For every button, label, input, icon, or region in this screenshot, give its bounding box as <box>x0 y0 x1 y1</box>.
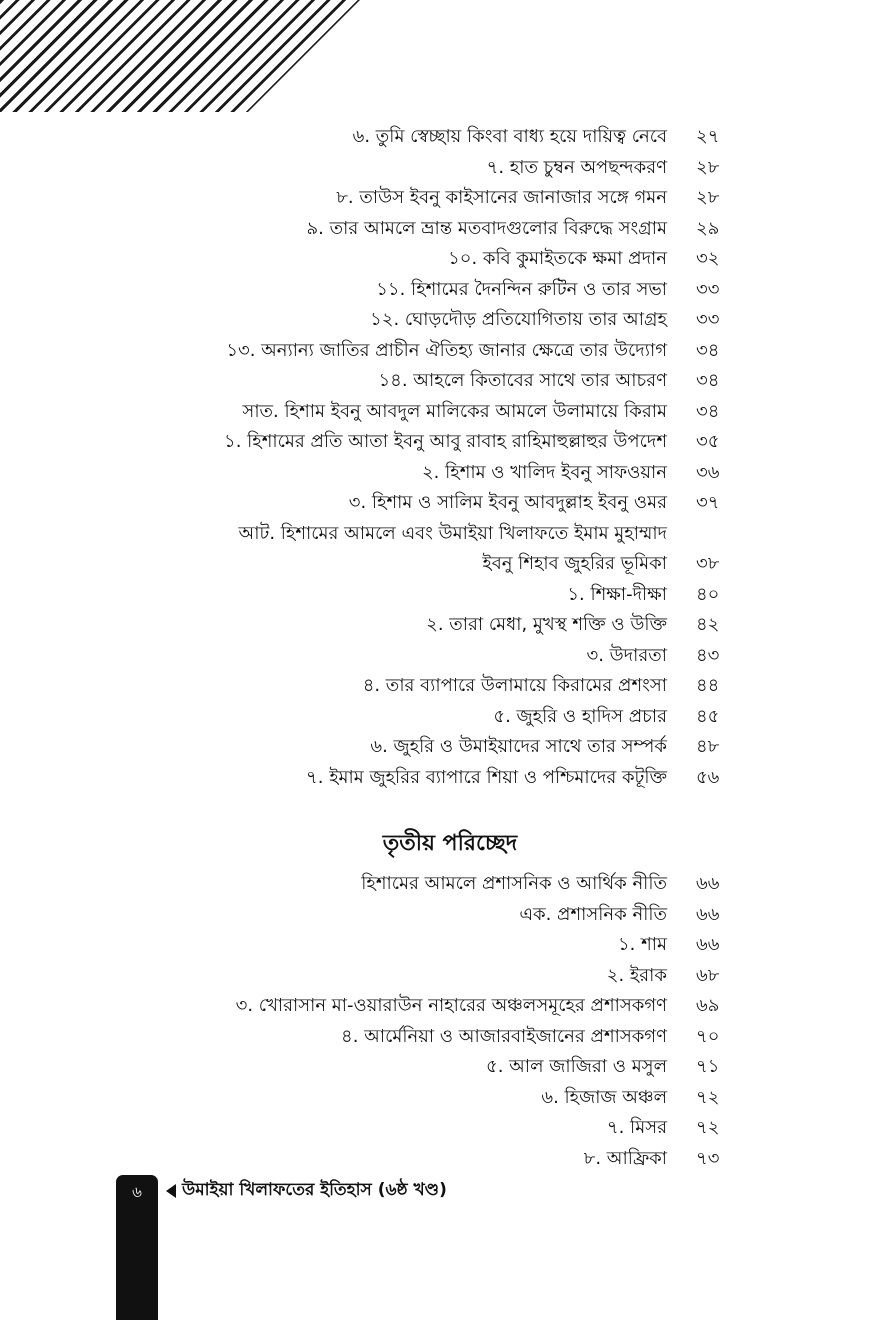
toc-entry-page: ৪০ <box>696 583 720 605</box>
toc-entry-title: সাত. হিশাম ইবনু আবদুল মালিকের আমলে উলামায়ে কিরাম <box>242 400 667 422</box>
toc-entry-page: ৪৮ <box>696 736 720 757</box>
corner-stripes-decoration <box>0 0 360 112</box>
toc-entry-page: ৩৪ <box>696 339 720 361</box>
toc-entry-title: ১৩. অন্যান্য জাতির প্রাচীন ঐতিহ্য জানার ক্ষেত্রে তার উদ্যোগ <box>226 339 667 361</box>
toc-entry-page: ৪৩ <box>696 644 720 666</box>
toc-entry <box>0 961 870 992</box>
toc-entry-title: ৬. তুমি স্বেচ্ছায় কিংবা বাধ্য হয়ে দায়িত্ব নেবে <box>352 126 667 147</box>
toc-entry <box>0 1052 870 1083</box>
toc-entry-page: ৩৬ <box>696 461 720 483</box>
toc-entry <box>0 122 870 153</box>
toc-entry <box>0 153 870 184</box>
toc-entry-page: ৪৪ <box>696 675 720 696</box>
toc-entry <box>0 1113 870 1144</box>
toc-entry-page: ৭০ <box>696 1025 720 1047</box>
toc-entry <box>0 1083 870 1114</box>
toc-entry-page: ৫৬ <box>696 766 720 788</box>
toc-entry-title: ১৪. আহলে কিতাবের সাথে তার আচরণ <box>378 370 667 391</box>
running-title: উমাইয়া খিলাফতের ইতিহাস (৬ষ্ঠ খণ্ড) <box>182 1180 447 1200</box>
toc-entry-page: ২৯ <box>696 217 720 239</box>
toc-entry-title: ৭. ইমাম জুহরির ব্যাপারে শিয়া ও পশ্চিমাদের কটূক্তি <box>306 766 667 788</box>
toc-entry-title: ২. তারা মেধা, মুখস্থ শক্তি ও উক্তি <box>426 614 667 635</box>
toc-entry-page: ৩৩ <box>696 278 720 300</box>
page-number: ৬ <box>132 1183 142 1201</box>
toc-entry <box>0 275 870 306</box>
toc-entry-title: ১২. ঘোড়দৌড় প্রতিযোগিতায় তার আগ্রহ <box>370 309 667 330</box>
toc-entry-title: এক. প্রশাসনিক নীতি <box>519 903 667 925</box>
toc-entry-title: ৪. আর্মেনিয়া ও আজারবাইজানের প্রশাসকগণ <box>341 1025 667 1047</box>
toc-entry-page: ৩৪ <box>696 400 720 422</box>
page-number-tab <box>116 1175 158 1320</box>
toc-entry-title: আট. হিশামের আমলে এবং উমাইয়া খিলাফতে ইমাম মুহাম্মাদ <box>238 522 667 544</box>
toc-entry <box>0 930 870 961</box>
toc-entry-page: ৩৮ <box>696 553 720 574</box>
toc-entry <box>0 991 870 1022</box>
section-gap <box>0 793 870 819</box>
toc-entry-page: ৬৯ <box>696 995 720 1016</box>
chapter-heading: তৃতীয় পরিচ্ছেদ <box>382 831 518 856</box>
toc-entry-title: ৭. মিসর <box>606 1117 667 1138</box>
toc-entry <box>0 427 870 458</box>
toc-entry-title: ৬. জুহরি ও উমাইয়াদের সাথে তার সম্পর্ক <box>370 736 667 757</box>
toc-entry-title: ৪. তার ব্যাপারে উলামায়ে কিরামের প্রশংসা <box>362 675 667 696</box>
toc-entry <box>0 488 870 519</box>
toc-entry-page: ৩৭ <box>696 492 720 513</box>
toc-entry-title: ১. হিশামের প্রতি আতা ইবনু আবু রাবাহ রাহিমাহুল্লাহুর উপদেশ <box>224 431 667 452</box>
toc-entry-page: ৩৩ <box>696 309 720 330</box>
toc-entry-page: ৭১ <box>696 1056 720 1077</box>
toc-section-top <box>0 122 870 793</box>
toc-entry <box>0 183 870 214</box>
toc-entry <box>0 869 870 900</box>
toc-entry <box>0 336 870 367</box>
toc-entry-title: ১. শাম <box>618 934 667 955</box>
toc-entry-page: ২৭ <box>696 126 720 147</box>
toc-entry-title: ১১. হিশামের দৈনন্দিন রুটিন ও তার সভা <box>376 278 667 300</box>
toc-entry-title: ৬. হিজাজ অঞ্চল <box>541 1086 667 1108</box>
toc-entry-page: ৭২ <box>696 1086 720 1108</box>
toc-entry-page: ২৮ <box>696 187 720 208</box>
toc-entry-title: ৫. আল জাজিরা ও মসুল <box>486 1056 667 1077</box>
toc-entry-title: ১. শিক্ষা-দীক্ষা <box>567 583 667 605</box>
toc-entry-title: ৭. হাত চুম্বন অপছন্দকরণ <box>486 156 667 178</box>
toc-entry-title: ৮. তাউস ইবনু কাইসানের জানাজার সঙ্গে গমন <box>336 187 667 208</box>
toc-entry <box>0 305 870 336</box>
toc-entry-title: ৯. তার আমলে ভ্রান্ত মতবাদগুলোর বিরুদ্ধে সংগ্রাম <box>306 217 667 239</box>
toc-entry-page: ৬৬ <box>696 903 720 925</box>
toc-entry-page: ৩৫ <box>696 431 720 452</box>
toc-entry <box>0 1022 870 1053</box>
toc-entry-page: ৩৪ <box>696 370 720 391</box>
toc-entry <box>0 214 870 245</box>
toc-entry <box>0 732 870 763</box>
toc-entry <box>0 397 870 428</box>
toc-entry-page: ৪২ <box>696 614 720 635</box>
toc-entry-title: ইবনু শিহাব জুহরির ভূমিকা <box>482 553 667 574</box>
toc-entry-title: হিশামের আমলে প্রশাসনিক ও আর্থিক নীতি <box>361 873 667 894</box>
toc-entry-page: ৬৬ <box>696 873 720 894</box>
toc-entry-title: ৮. আফ্রিকা <box>583 1147 667 1169</box>
table-of-contents <box>0 122 870 1174</box>
toc-entry <box>0 458 870 489</box>
toc-entry-page: ৪৫ <box>696 705 720 727</box>
toc-entry <box>0 549 870 580</box>
toc-entry-title: ২. হিশাম ও খালিদ ইবনু সাফওয়ান <box>421 461 667 483</box>
toc-entry-title: ১০. কবি কুমাইতকে ক্ষমা প্রদান <box>448 248 667 269</box>
toc-entry <box>0 900 870 931</box>
toc-entry <box>0 1144 870 1175</box>
toc-section-bottom <box>0 869 870 1174</box>
toc-entry <box>0 610 870 641</box>
toc-entry <box>0 763 870 794</box>
toc-entry-page: ৬৬ <box>696 934 720 955</box>
toc-entry-page: ৭৩ <box>696 1147 720 1169</box>
toc-entry <box>0 671 870 702</box>
toc-entry <box>0 702 870 733</box>
toc-entry-title: ৩. উদারতা <box>586 644 667 666</box>
toc-entry <box>0 641 870 672</box>
toc-entry-title: ৩. হিশাম ও সালিম ইবনু আবদুল্লাহ ইবনু ওমর <box>348 492 667 513</box>
toc-entry-page: ২৮ <box>696 156 720 178</box>
toc-entry-page: ৬৮ <box>696 964 720 986</box>
toc-entry <box>0 580 870 611</box>
running-footer <box>166 1176 447 1206</box>
toc-entry-title: ৩. খোরাসান মা-ওয়ারাউন নাহারের অঞ্চলসমূহের প্রশাসকগণ <box>235 995 667 1016</box>
toc-entry-page: ৭২ <box>696 1117 720 1138</box>
toc-entry-page: ৩২ <box>696 248 720 269</box>
toc-entry <box>0 519 870 550</box>
toc-entry <box>0 244 870 275</box>
toc-entry-title: ২. ইরাক <box>606 964 667 986</box>
toc-entry <box>0 366 870 397</box>
triangle-left-icon <box>166 1184 176 1198</box>
toc-entry-title: ৫. জুহরি ও হাদিস প্রচার <box>493 705 667 727</box>
